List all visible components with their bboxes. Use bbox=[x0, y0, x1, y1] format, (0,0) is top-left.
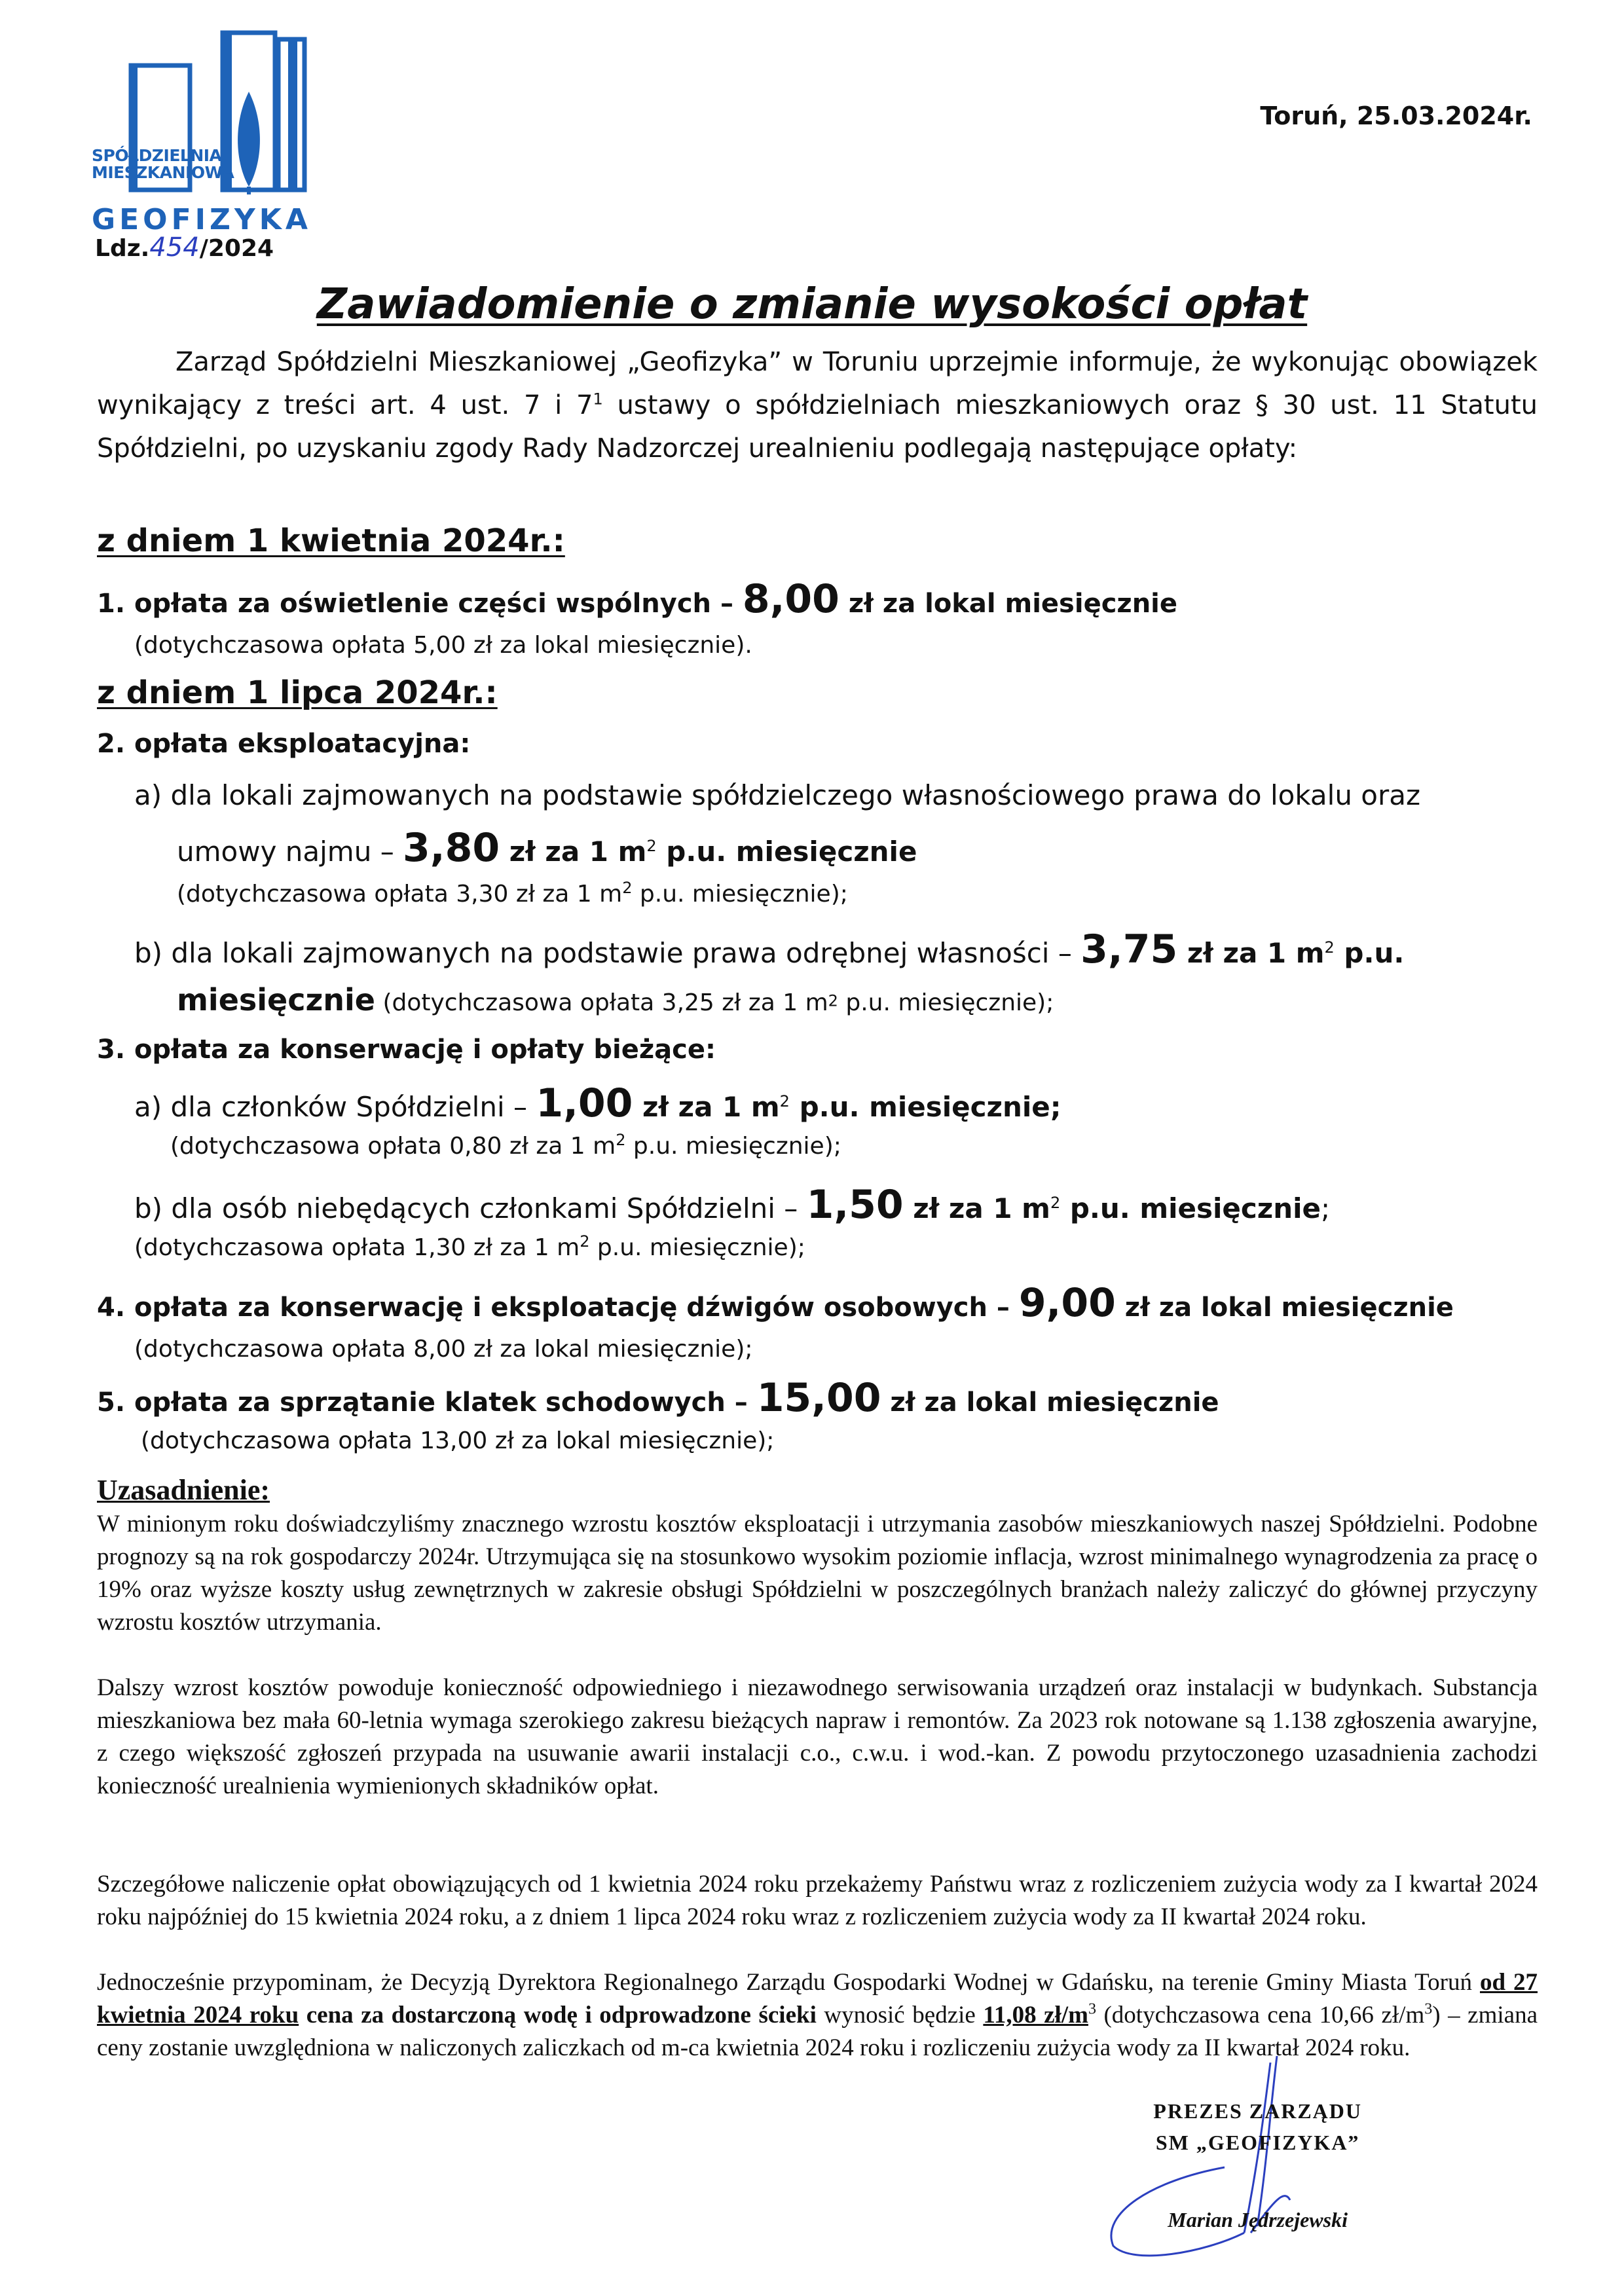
intro-paragraph: Zarząd Spółdzielni Mieszkaniowej „Geofizyka” w Toruniu uprzejmie informuje, że wykonując obowiązek wynikający z treści art. 4 ust. 7 i $7^1$ ustawy o spółdzielniach mieszkaniowych oraz § 30 ust. 11 Statutu Spółdzielni, po uzyskaniu zgody Rady Nadzorczej urealnieniu podlegają następujące opłaty: bbox=[97, 347, 1538, 464]
item-1-previous: (dotychczasowa opłata 5,00 zł za lokal miesięcznie). bbox=[134, 632, 752, 659]
item-2-heading: 2. opłata eksploatacyjna: bbox=[97, 729, 471, 759]
signature-block bbox=[1153, 2095, 1362, 2235]
item-2a-text: a) dla lokali zajmowanych na podstawie spółdzielczego własnościowego prawa do lokalu oraz bbox=[134, 779, 1421, 811]
item-3a-previous: (dotychczasowa opłata 0,80 zł za 1 $m^2$ p.u. miesięcznie); bbox=[170, 1131, 841, 1160]
cooperative-logo bbox=[92, 26, 367, 236]
justification-paragraph-1: W minionym roku doświadczyliśmy znacznego wzrostu kosztów eksploatacji i utrzymania zasobów mieszkaniowych naszej Spółdzielni. Podobne prognozy są na rok gospodarczy 2024r. Utrzymująca się na stosunkowo wysokim poziomie inflacja, wzrost minimalnego wynagrodzenia za pracę o 19% oraz wyższe koszty usług zewnętrznych w zakresie obsługi Spółdzielni w poszczególnych branżach należy zaliczyć do głównej przyczyny wzrostu kosztów utrzymania. bbox=[97, 1511, 1538, 1636]
item-2a-rate: umowy najmu – 3,80 zł za 1 $m^2$ p.u. miesięcznie bbox=[177, 825, 917, 871]
section-heading-july: z dniem 1 lipca 2024r.: bbox=[97, 674, 498, 711]
place-and-date: Toruń, 25.03.2024r. bbox=[1260, 101, 1532, 130]
item-1-lighting: 1. opłata za oświetlenie części wspólnych – 8,00 zł za lokal miesięcznie bbox=[97, 576, 1178, 622]
signature-organization: SM „GEOFIZYKA” bbox=[1155, 2131, 1360, 2154]
item-5-previous: (dotychczasowa opłata 13,00 zł za lokal miesięcznie); bbox=[141, 1427, 775, 1454]
building-logo-icon bbox=[92, 26, 367, 223]
justification-paragraph-2: Dalszy wzrost kosztów powoduje konieczność odpowiedniego i niezawodnego serwisowania urządzeń oraz instalacji w budynkach. Substancja mieszkaniowa bez mała 60-letnia wymaga szerokiego zakresu bieżących napraw i remontów. Za 2023 rok notowane są 1.138 zgłoszenia awaryjne, z czego większość zgłoszeń przypada na usuwanie awarii instalacji c.o., c.w.u. i wod.-kan. Z powodu przytoczonego uzasadnienia zachodzi konieczność urealnienia wymienionych składników opłat. bbox=[97, 1674, 1538, 1799]
section-heading-april: z dniem 1 kwietnia 2024r.: bbox=[97, 523, 565, 559]
item-4-elevators: 4. opłata za konserwację i eksploatację dźwigów osobowych – 9,00 zł za lokal miesięcznie bbox=[97, 1280, 1454, 1326]
handwritten-number: 454 bbox=[149, 232, 200, 263]
item-2b-rate: b) dla lokali zajmowanych na podstawie prawa odrębnej własności – 3,75 zł za 1 $m^2$ p.u. bbox=[134, 927, 1405, 972]
reference-number: Ldz.454/2024 bbox=[95, 232, 274, 263]
signature-name: Marian Jędrzejewski bbox=[1168, 2208, 1348, 2231]
justification-heading: Uzasadnienie: bbox=[97, 1474, 270, 1506]
logo-name: GEOFIZYKA bbox=[92, 203, 312, 236]
item-4-previous: (dotychczasowa opłata 8,00 zł za lokal miesięcznie); bbox=[134, 1336, 753, 1363]
justification-paragraph-3: Szczegółowe naliczenie opłat obowiązujących od 1 kwietnia 2024 roku przekażemy Państwu wraz z rozliczeniem zużycia wody za I kwartał 2024 roku najpóźniej do 15 kwietnia 2024 roku, a z dniem 1 lipca 2024 roku wraz z rozliczeniem zużycia wody za II kwartał 2024 roku. bbox=[97, 1871, 1538, 1930]
logo-text-cooperative: SPÓŁDZIELNIA MIESZKANIOWA bbox=[92, 146, 234, 182]
item-2a-previous: (dotychczasowa opłata 3,30 zł za 1 $m^2$ p.u. miesięcznie); bbox=[177, 879, 848, 908]
item-3b-rate: b) dla osób niebędących członkami Spółdzielni – 1,50 zł za 1 $m^2$ p.u. miesięcznie; bbox=[134, 1182, 1331, 1228]
justification-paragraph-4: Jednocześnie przypominam, że Decyzją Dyrektora Regionalnego Zarządu Gospodarki Wodnej w Gdańsku, na terenie Gminy Miasta Toruń od 27 kwietnia 2024 roku cena za dostarczoną wodę i odprowadzone ścieki wynosić będzie 11,08 $zł/m^3$ (dotychczasowa cena 10,66 $zł/m^3$) – zmiana ceny zostanie uwzględniona w naliczonych zaliczkach od m-ca kwietnia 2024 roku i rozliczeniu zużycia wody za II kwartał 2024 roku. bbox=[97, 1969, 1538, 2061]
item-3b-previous: (dotychczasowa opłata 1,30 zł za 1 $m^2$ p.u. miesięcznie); bbox=[134, 1232, 805, 1261]
item-3a-rate: a) dla członków Spółdzielni – 1,00 zł za 1 $m^2$ p.u. miesięcznie; bbox=[134, 1080, 1061, 1126]
signature-title: PREZES ZARZĄDU bbox=[1153, 2099, 1362, 2123]
item-5-cleaning: 5. opłata za sprzątanie klatek schodowych – 15,00 zł za lokal miesięcznie bbox=[97, 1375, 1219, 1421]
item-2b-previous: miesięcznie (dotychczasowa opłata 3,25 zł za 1 $m^2$ p.u. miesięcznie); bbox=[177, 982, 1054, 1018]
item-3-heading: 3. opłata za konserwację i opłaty bieżące: bbox=[97, 1035, 716, 1065]
document-title: Zawiadomienie o zmianie wysokości opłat bbox=[316, 280, 1308, 329]
